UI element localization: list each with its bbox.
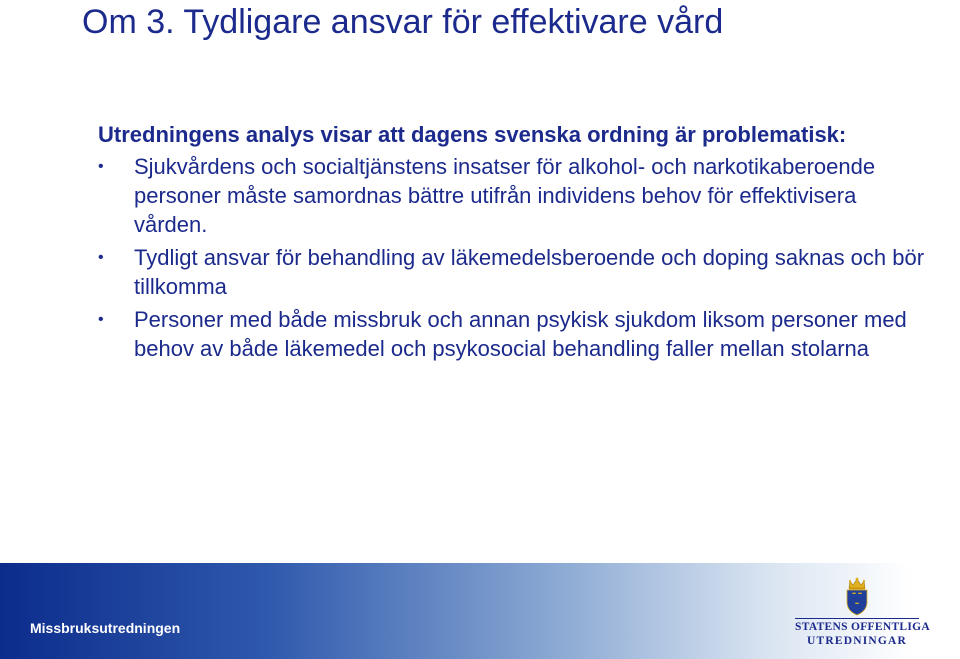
bullet-icon: •: [98, 311, 104, 328]
swedish-coat-of-arms-icon: [842, 576, 872, 616]
slide-title: Om 3. Tydligare ansvar för effektivare vård: [82, 3, 724, 41]
bullet-icon: •: [98, 249, 104, 266]
sou-logo: [795, 576, 931, 656]
slide-content: [98, 121, 928, 367]
logo-divider: [795, 618, 919, 619]
bullet-item: [98, 243, 928, 301]
logo-text-line2: UTREDNINGAR: [806, 635, 908, 647]
intro-text: Utredningens analys visar att dagens svenska ordning är problematisk:: [98, 122, 847, 147]
bullet-item: [98, 305, 928, 363]
footer-label: Missbruksutredningen: [30, 620, 181, 636]
bullet-text: Tydligt ansvar för behandling av läkemedelsberoende och doping saknas och bör tillkomma: [134, 245, 925, 299]
footer-bar: [0, 563, 960, 659]
bullet-icon: •: [98, 158, 104, 175]
bullet-text: Personer med både missbruk och annan psykisk sjukdom liksom personer med behov av både läkemedel och psykosocial behandling faller mellan stolarna: [134, 307, 907, 361]
logo-text-line1: STATENS OFFENTLIGA: [795, 621, 931, 633]
bullet-list: [98, 152, 928, 363]
bullet-item: [98, 152, 928, 239]
bullet-text: Sjukvårdens och socialtjänstens insatser för alkohol- och narkotikaberoende personer måste samordnas bättre utifrån individens behov för effektivisera vården.: [134, 154, 876, 237]
